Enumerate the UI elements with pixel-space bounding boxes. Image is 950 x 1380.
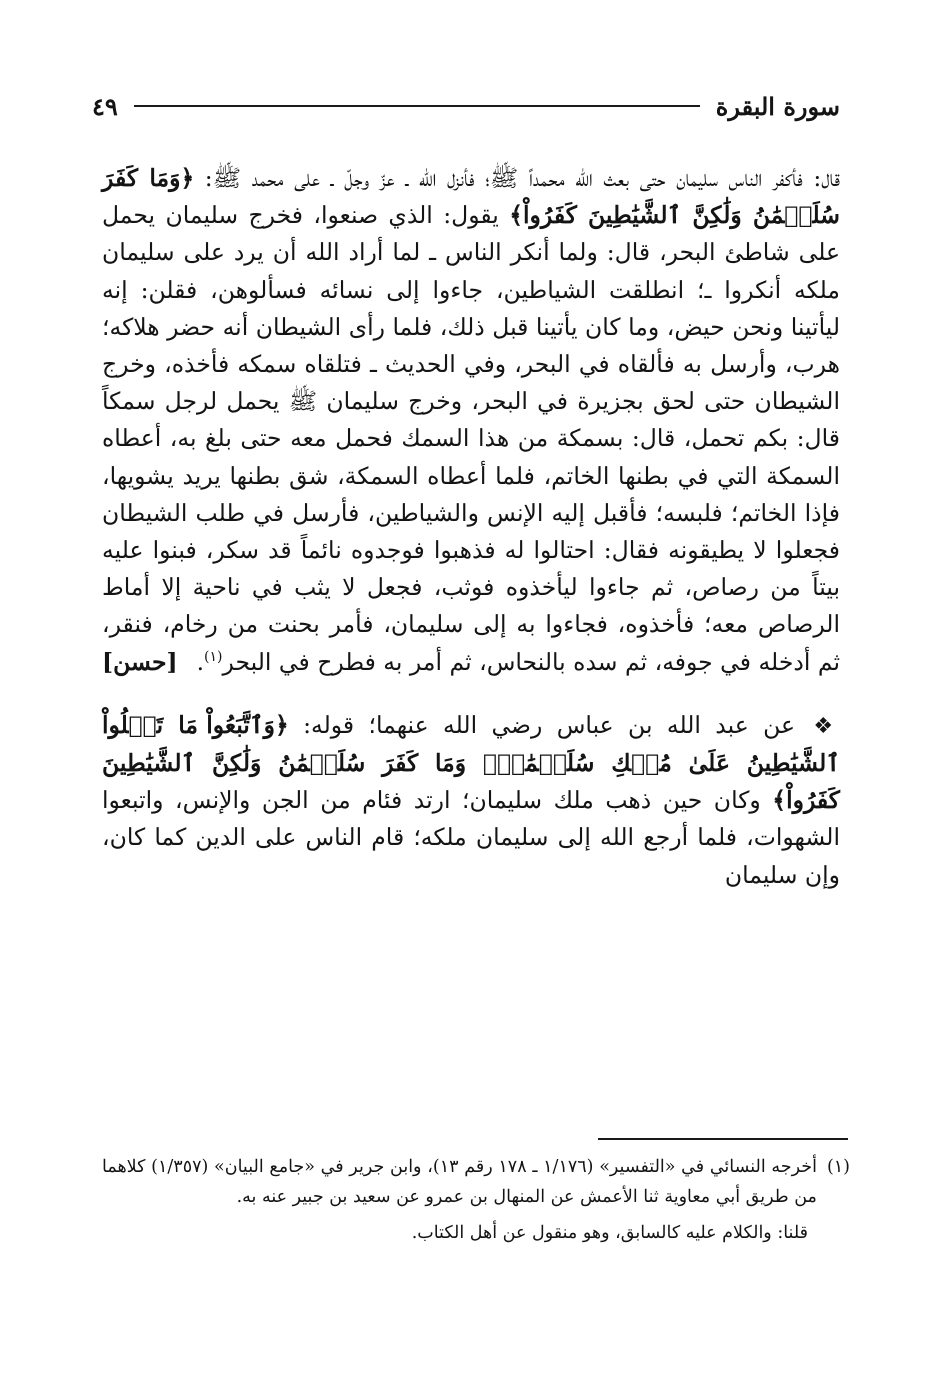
- p2-text-start: عن عبد الله بن عباس رضي الله عنهما؛ قوله:: [288, 710, 810, 739]
- paragraph-2: [102, 707, 840, 894]
- p2-quran-verse: ﴿وَٱتَّبَعُواْ مَا تَتۡلُواْ ٱلشَّيَٰطِينُ عَلَىٰ مُلۡكِ سُلَيۡمَٰنَۖ وَمَا كَفَرَ سُلَيۡمَٰنُ وَلَٰكِنَّ ٱلشَّيَٰطِينَ كَفَرُواْ﴾: [102, 710, 840, 815]
- header-rule: [134, 105, 700, 107]
- p1-text-start: قال: فأكفر الناس سليمان حتى بعث الله محمداً ﷺ؛ فأنزل الله ـ عزّ وجلّ ـ على محمد ﷺ:: [194, 164, 841, 192]
- footnote-note: قلنا: والكلام عليه كالسابق، وهو منقول عن أهل الكتاب.: [411, 1223, 808, 1243]
- footnote-1: [102, 1152, 850, 1212]
- hadith-grade: [حسن]: [102, 647, 178, 676]
- p2-text-body: وكان حين ذهب ملك سليمان؛ ارتد فئام من الجن والإنس، واتبعوا الشهوات، فلما أرجع الله إلى سليمان ملكه؛ قام الناس على الدين كما كان، وإن سليمان: [102, 786, 840, 889]
- running-head: [92, 86, 840, 126]
- p1-text-end: .: [196, 647, 205, 676]
- main-text: [102, 160, 840, 894]
- footnote-marker: (١): [826, 1157, 850, 1177]
- surah-title: سورة البقرة: [715, 91, 840, 121]
- p1-quran-verse: ﴿وَمَا كَفَرَ سُلَيۡمَٰنُ وَلَٰكِنَّ ٱلشَّيَٰطِينَ كَفَرُواْ﴾: [102, 164, 840, 230]
- footnote-rule: [598, 1138, 848, 1140]
- footnote-text: أخرجه النسائي في «التفسير» (١/١٧٦ ـ ١٧٨ رقم ١٣)، وابن جرير في «جامع البيان» (١/٣٥٧) كلاهما من طريق أبي معاوية ثنا الأعمش عن المنهال بن عمرو عن سعيد بن جبير عنه به.: [102, 1157, 817, 1207]
- paragraph-1: [102, 160, 840, 681]
- footnote-reference-1[interactable]: (١): [204, 648, 223, 665]
- bullet-icon: ❖: [813, 713, 840, 739]
- page-number: ٤٩: [92, 91, 118, 121]
- p1-text-body: يقول: الذي صنعوا، فخرج سليمان يحمل على شاطئ البحر، قال: ولما أنكر الناس ـ لما أراد الله أن يرد على سليمان ملكه أنكروا ـ؛ انطلقت الشياطين، جاءوا إلى نسائه فسألوهن، فقلن: إنه ليأتينا ونحن حيض، وما كان يأتينا قبل ذلك، فلما رأى الشيطان أنه حضر هلاكه؛ هرب، وأرسل به فألقاه في البحر، وفي الحديث ـ فتلقاه سمكه فأخذه، وخرج الشيطان حتى لحق بجزيرة في البحر، وخرج سليمان ﷺ يحمل لرجل سمكاً قال: بكم تحمل، قال: بسمكة من هذا السمك فحمل معه حتى بلغ به، أعطاه السمكة التي في بطنها الخاتم، فلما أعطاه السمكة، شق بطنها يريد يشويها، فإذا الخاتم؛ فلبسه؛ فأقبل إليه الإنس والشياطين، فأرسل في طلب الشيطان فجعلوا لا يطيقونه فقال: احتالوا له فذهبوا فوجدوه نائماً قد سكر، فبنوا عليه بيتاً من رصاص، ثم جاءوا ليأخذوه فوثب، فجعل لا يثب في ناحية إلا أماط الرصاص معه؛ فأخذوه، فجاءوا به إلى سليمان، فأمر بحنت من رخام، فنقر، ثم أدخله في جوفه، ثم سده بالنحاس، ثم أمر به فطرح في البحر: [102, 201, 840, 676]
- footnotes: [102, 1152, 850, 1248]
